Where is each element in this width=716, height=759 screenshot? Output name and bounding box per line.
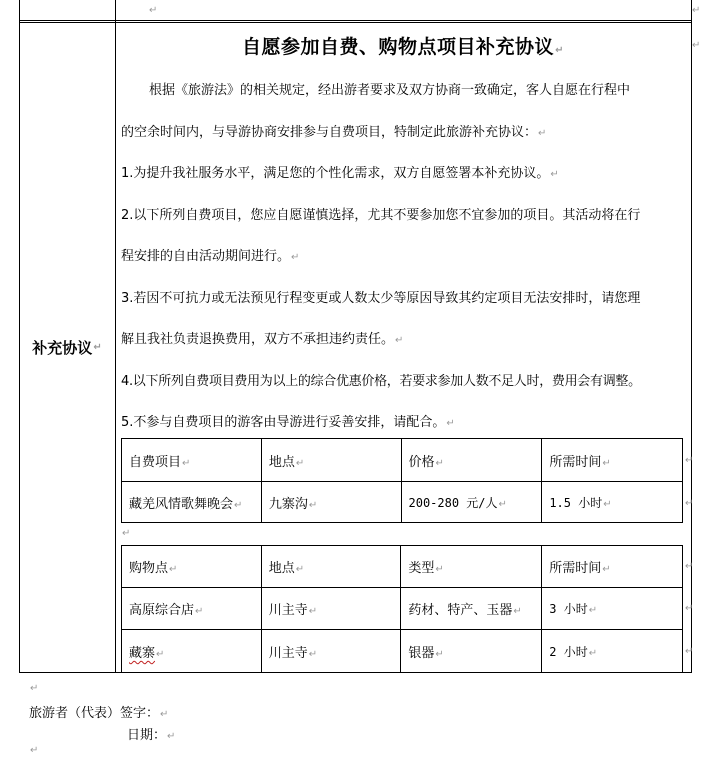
signature-line [29, 702, 168, 721]
table-cell: 九寨沟↵ [261, 482, 401, 523]
paragraph-line-9 [121, 411, 455, 430]
table-header-cell: 类型↵ [401, 546, 542, 588]
row-end-mark: ↵ [685, 498, 694, 509]
table-cell: 藏羌风情歌舞晚会↵ [122, 482, 262, 523]
paragraph-line-7 [121, 328, 403, 347]
table-header-cell: 购物点↵ [122, 546, 262, 588]
paragraph-mark: ↵ [446, 418, 455, 429]
paragraph-mark: ↵ [93, 341, 102, 353]
paragraph-mark: ↵ [555, 45, 564, 56]
paragraph-text: 5.不参与自费项目的游客由导游进行妥善安排，请配合。 [121, 415, 446, 430]
table-header-cell: 地点↵ [261, 439, 401, 482]
paragraph-mark: ↵ [692, 40, 701, 51]
paragraph-text: 4.以下所列自费项目费用为以上的综合优惠价格，若要求参加人数不足人时，费用会有调整。 [121, 374, 641, 389]
table-header-cell: 地点↵ [261, 546, 401, 588]
paragraph-line-5 [121, 245, 299, 264]
table-cell: 3 小时↵ [542, 588, 683, 630]
paragraph-text: 解且我社负责退换费用，双方不承担违约责任。 [121, 332, 395, 347]
table-cell: 200-280 元/人↵ [401, 482, 542, 523]
table-cell: 药材、特产、玉器↵ [401, 588, 542, 630]
document-title [116, 32, 690, 59]
signature-label: 旅游者（代表）签字： [29, 706, 160, 721]
table-header-cell: 所需时间↵ [542, 546, 683, 588]
paragraph-mark: ↵ [167, 731, 176, 742]
paragraph-mark: ↵ [149, 5, 158, 16]
self-paid-items-table [121, 438, 683, 523]
table-header-cell: 价格↵ [401, 439, 542, 482]
outer-row-divider-double [19, 22, 691, 23]
table-cell: 银器↵ [401, 630, 542, 673]
paragraph-text: 的空余时间内，与导游协商安排参与自费项目，特制定此旅游补充协议： [121, 125, 538, 140]
table-cell: 藏寨↵ [122, 630, 262, 673]
paragraph-text: 3.若因不可抗力或无法预见行程变更或人数太少等原因导致其约定项目无法安排时，请您理 [121, 291, 641, 306]
table-header-cell: 所需时间↵ [542, 439, 683, 482]
paragraph-mark: ↵ [30, 683, 39, 694]
paragraph-line-8 [121, 370, 641, 389]
paragraph-line-1 [149, 79, 630, 98]
paragraph-mark: ↵ [395, 335, 404, 346]
paragraph-line-3 [121, 162, 559, 181]
table-row [122, 630, 683, 673]
paragraph-text: 2.以下所列自费项目，您应自愿谨慎选择，尤其不要参加您不宜参加的项目。其活动将在行 [121, 208, 641, 223]
row-end-mark: ↵ [685, 561, 694, 572]
paragraph-mark: ↵ [160, 709, 169, 720]
shopping-points-table [121, 545, 683, 673]
paragraph-mark: ↵ [550, 169, 559, 180]
table-cell: 2 小时↵ [542, 630, 683, 673]
paragraph-mark: ↵ [692, 5, 701, 16]
paragraph-line-6 [121, 287, 640, 306]
table-cell: 1.5 小时↵ [542, 482, 683, 523]
table-header-cell: 自费项目↵ [122, 439, 262, 482]
table-cell: 川主寺↵ [261, 588, 401, 630]
table-header-row [122, 439, 683, 482]
paragraph-mark: ↵ [122, 528, 131, 539]
table-row [122, 588, 683, 630]
date-label: 日期： [127, 728, 167, 743]
paragraph-line-4 [121, 204, 640, 223]
paragraph-mark: ↵ [30, 745, 39, 756]
section-label: 补充协议 [32, 338, 93, 357]
table-cell: 高原综合店↵ [122, 588, 262, 630]
table-cell: 川主寺↵ [261, 630, 401, 673]
table-row [122, 482, 683, 523]
table-header-row [122, 546, 683, 588]
paragraph-line-2 [121, 121, 546, 140]
paragraph-mark: ↵ [538, 128, 547, 139]
outer-column-divider [115, 0, 116, 672]
paragraph-text: 1.为提升我社服务水平，满足您的个性化需求，双方自愿签署本补充协议。 [121, 166, 550, 181]
date-line [127, 724, 175, 743]
row-end-mark: ↵ [685, 603, 694, 614]
paragraph-text: 根据《旅游法》的相关规定，经出游者要求及双方协商一致确定，客人自愿在行程中 [149, 83, 631, 98]
document-title-text: 自愿参加自费、购物点项目补充协议 [242, 36, 555, 58]
row-end-mark: ↵ [685, 646, 694, 657]
section-label-cell [19, 22, 115, 672]
paragraph-text: 程安排的自由活动期间进行。 [121, 249, 291, 264]
row-end-mark: ↵ [685, 455, 694, 466]
paragraph-mark: ↵ [291, 252, 300, 263]
outer-row-divider [19, 20, 691, 21]
